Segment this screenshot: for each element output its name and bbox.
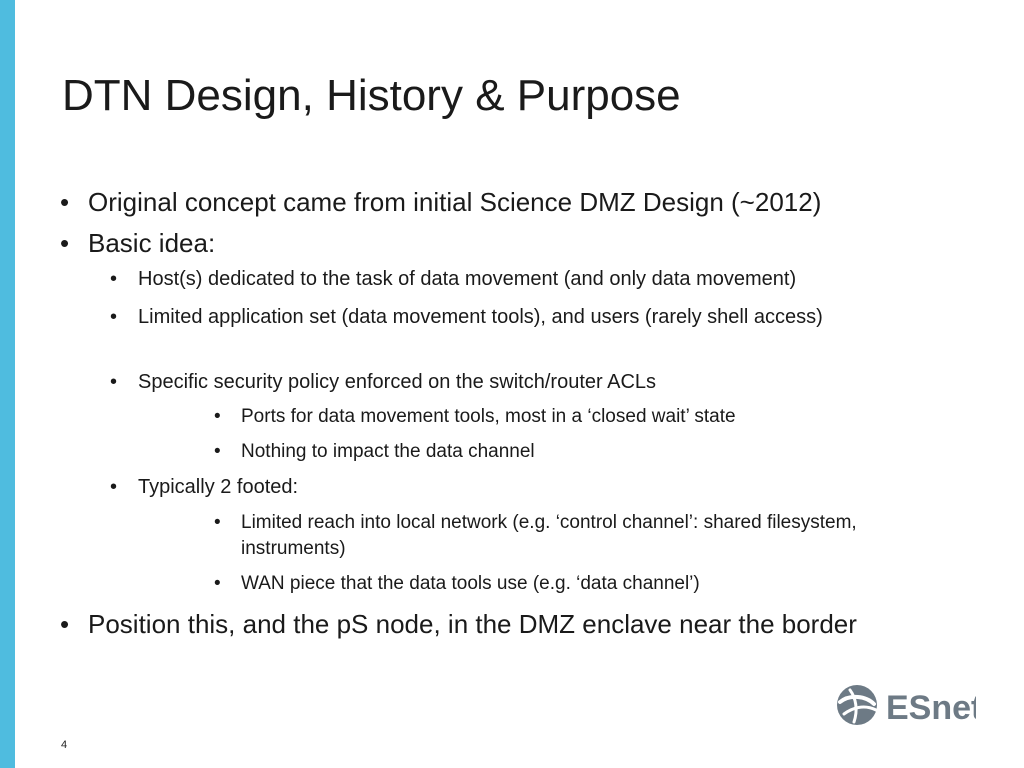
bullet-text: Typically 2 footed: <box>138 476 299 498</box>
globe-icon <box>836 682 976 728</box>
logo-wordmark: ESnet <box>886 689 976 727</box>
sub-sub-bullet-item <box>214 404 904 430</box>
bullet-dot: • <box>214 441 221 462</box>
bullet-text: Original concept came from initial Science DMZ Design (~2012) <box>88 187 822 217</box>
bullet-text: Nothing to impact the data channel <box>241 441 535 462</box>
bullet-dot: • <box>110 306 118 328</box>
bullet-dot: • <box>214 512 221 533</box>
sub-bullet-item <box>110 369 960 396</box>
bullet-dot: • <box>60 228 70 258</box>
bullet-dot: • <box>110 476 118 498</box>
bullet-text: Host(s) dedicated to the task of data movement (and only data movement) <box>138 268 797 290</box>
bullet-item <box>60 227 215 259</box>
bullet-item <box>60 608 857 640</box>
sub-bullet-item <box>110 304 900 331</box>
sub-bullet-item <box>110 266 960 293</box>
bullet-text: Limited application set (data movement tools), and users (rarely shell access) <box>138 306 823 328</box>
bullet-text: Position this, and the pS node, in the DMZ enclave near the border <box>88 609 857 639</box>
sub-sub-bullet-item <box>214 571 904 597</box>
bullet-text: Basic idea: <box>88 228 216 258</box>
bullet-dot: • <box>110 268 118 290</box>
bullet-text: Specific security policy enforced on the switch/router ACLs <box>138 371 657 393</box>
bullet-text: WAN piece that the data tools use (e.g. ‘data channel’) <box>241 573 700 594</box>
bullet-text: Ports for data movement tools, most in a ‘closed wait’ state <box>241 406 736 427</box>
slide-title: DTN Design, History & Purpose <box>62 71 681 120</box>
sub-sub-bullet-item <box>214 439 904 465</box>
esnet-logo <box>836 682 976 728</box>
page-number: 4 <box>61 739 68 751</box>
bullet-dot: • <box>60 609 70 639</box>
sub-sub-bullet-item <box>214 510 904 562</box>
bullet-text: Limited reach into local network (e.g. ‘control channel’: shared filesystem, instruments) <box>241 512 857 559</box>
sub-bullet-item <box>110 474 960 501</box>
bullet-dot: • <box>60 187 70 217</box>
bullet-item <box>60 186 821 218</box>
bullet-dot: • <box>214 406 221 427</box>
bullet-dot: • <box>110 371 118 393</box>
bullet-dot: • <box>214 573 221 594</box>
accent-bar <box>0 0 15 768</box>
